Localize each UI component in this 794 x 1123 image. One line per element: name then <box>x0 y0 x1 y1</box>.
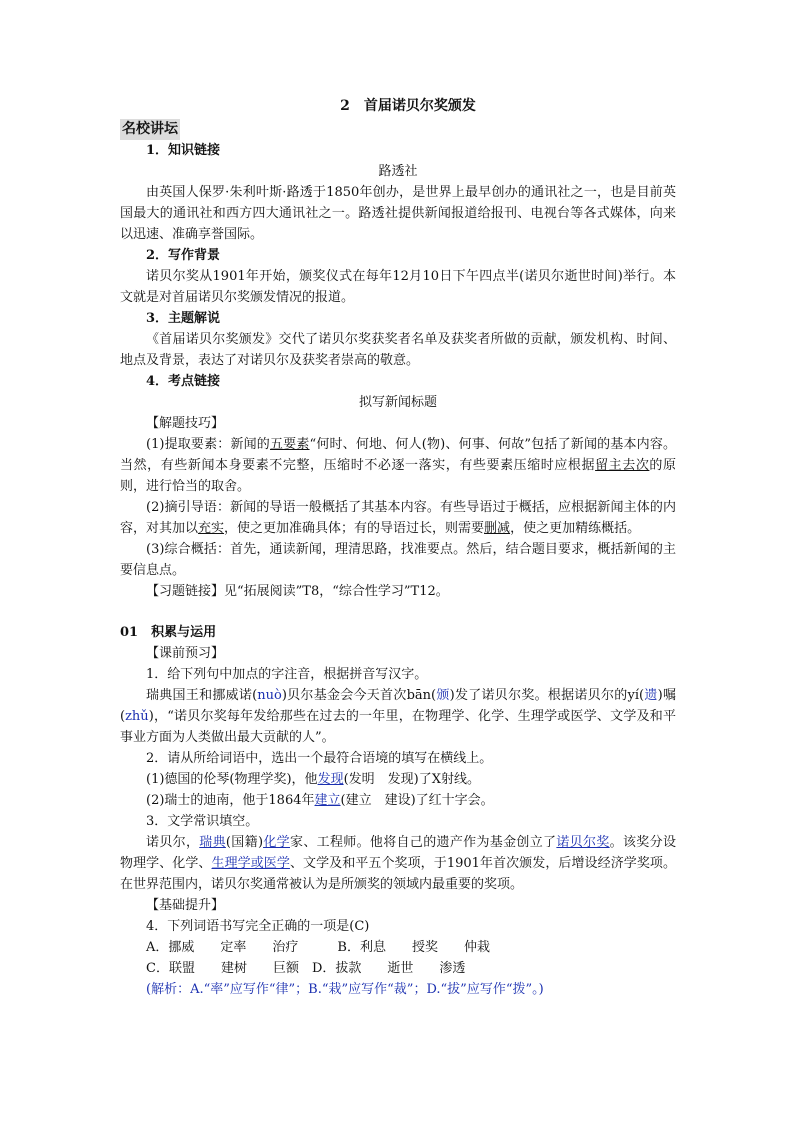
tip2-underline-enrich: 充实 <box>198 521 225 536</box>
tip1-text-a: (1)提取要素：新闻的 <box>146 437 270 452</box>
q4-options-row2 <box>120 958 676 979</box>
q1-text-5: )，“诺贝尔奖每年发给那些在过去的一年里，在物理学、化学、生理学或医学、文学及和平事业方面为人类做出最大贡献的人”。 <box>120 709 676 745</box>
tip1-underline-five-elements: 五要素 <box>269 437 310 452</box>
q3-body <box>120 832 676 895</box>
section-gap <box>120 602 676 622</box>
item1-heading: 1．知识链接 <box>146 143 221 158</box>
section-header-accumulation: 01 积累与运用 <box>120 625 217 640</box>
q2-l2-answer: 建立 <box>314 793 341 808</box>
tip1 <box>120 434 676 497</box>
preview-label: 【课前预习】 <box>146 646 225 661</box>
tip2-underline-delete: 删减 <box>484 521 511 536</box>
q1-text-2: )贝尔基金会今天首次bān( <box>281 688 437 703</box>
exercise-link: 【习题链接】见“拓展阅读”T8，“综合性学习”T12。 <box>146 584 449 599</box>
q3-text-2: (国籍) <box>225 835 264 850</box>
item3-heading: 3．主题解说 <box>146 311 221 326</box>
q2-l1-answer: 发现 <box>317 772 344 787</box>
q3-text-4: 。该奖分设物理学、化学、 <box>120 835 676 871</box>
tip2-text-b: ，使之更加准确具体；有的导语过长，则需要 <box>224 521 485 536</box>
q2-l1-text-a: (1)德国的伦琴(物理学奖)，他 <box>146 772 318 787</box>
tip1-text-b: “何时、何地、何人(物)、何事、何故”包括了新闻的基本内容。当然，有些新闻本身要素不完整，压缩时不必逐一落实，有些要素压缩时应根据 <box>120 437 676 473</box>
q2-l2-text-b: (建立 建设)了红十字会。 <box>340 793 494 808</box>
q2-line2 <box>120 790 676 811</box>
item4-subtitle: 拟写新闻标题 <box>358 395 437 410</box>
q1-text-4: )嘱( <box>120 688 676 724</box>
item2-text: 诺贝尔奖从1901年开始，颁奖仪式在每年12月10日下午四点半(诺贝尔逝世时间)举行。本文就是对首届诺贝尔奖颁发情况的报道。 <box>120 269 676 305</box>
tip2-text-c: ，使之更加精练概括。 <box>510 521 641 536</box>
q3-answer-physiology: 生理学或医学 <box>211 856 290 871</box>
tip1-underline-keep-main: 留主去次 <box>595 458 650 473</box>
q3-answer-chemistry: 化学 <box>263 835 290 850</box>
tip1-text-c: 的原则，进行恰当的取舍。 <box>120 458 676 494</box>
q1-answer-zhu: zhǔ <box>125 709 149 724</box>
tip2-text-a: (2)摘引导语：新闻的导语一般概括了其基本内容。有些导语过于概括，应根据新闻主体的内容，对其加以 <box>120 500 676 536</box>
tips-label: 【解题技巧】 <box>146 416 225 431</box>
q4-analysis: (解析：A.“率”应写作“律”；B.“栽”应写作“裁”；D.“拔”应写作“拨”。) <box>146 982 544 997</box>
basic-label: 【基础提升】 <box>146 898 225 913</box>
q4-option-c: C．联盟 建树 巨额 <box>146 961 299 976</box>
q4-option-d: D．拔款 逝世 渗透 <box>311 961 466 976</box>
q4-stem: 4．下列词语书写完全正确的一项是(C) <box>146 919 370 934</box>
q3-answer-nobel-prize: 诺贝尔奖 <box>556 835 610 850</box>
q3-stem: 3．文学常识填空。 <box>146 814 259 829</box>
q3-text-5: 、文学及和平五个奖项，于1901年首次颁发，后增设经济学奖项。在世界范围内，诺贝尔奖通常被认为是所颁奖的领域内最重要的奖项。 <box>120 856 676 892</box>
q1-answer-yi: 遗 <box>644 688 658 703</box>
q1-answer-nuo: nuò <box>257 688 282 703</box>
q1-text-1: 瑞典国王和挪威诺( <box>146 688 258 703</box>
q1-body <box>120 685 676 748</box>
item1-subtitle: 路透社 <box>378 164 418 179</box>
q3-text-1: 诺贝尔， <box>146 835 200 850</box>
q3-text-3: 家、工程师。他将自己的遗产作为基金创立了 <box>290 835 557 850</box>
item1-text: 由英国人保罗·朱利叶斯·路透于1850年创办，是世界上最早创办的通讯社之一，也是目前英国最大的通讯社和西方四大通讯社之一。路透社提供新闻报道给报刊、电视台等各式媒体，向来以迅速、准确享誉国际。 <box>120 185 676 242</box>
q2-l2-text-a: (2)瑞士的迪南，他于1864年 <box>146 793 315 808</box>
tip2 <box>120 497 676 539</box>
q1-text-3: )发了诺贝尔奖。根据诺贝尔的yí( <box>449 688 645 703</box>
q4-options-row1 <box>120 937 676 958</box>
q2-l1-text-b: (发明 发现)了X射线。 <box>343 772 480 787</box>
q2-stem: 2．请从所给词语中，选出一个最符合语境的填写在横线上。 <box>146 751 493 766</box>
q1-stem: 1．给下列句中加点的字注音，根据拼音写汉字。 <box>146 667 428 682</box>
section-header-mingxiao: 名校讲坛 <box>120 119 180 140</box>
item2-heading: 2．写作背景 <box>146 248 221 263</box>
document-page <box>120 96 676 1000</box>
tip3: (3)综合概括：首先，通读新闻，理清思路，找准要点。然后，结合题目要求，概括新闻的主要信息点。 <box>120 542 676 578</box>
item3-text: 《首届诺贝尔奖颁发》交代了诺贝尔奖获奖者名单及获奖者所做的贡献，颁发机构、时间、地点及背景，表达了对诺贝尔及获奖者崇高的敬意。 <box>120 332 676 368</box>
page-title: 2 首届诺贝尔奖颁发 <box>340 98 476 114</box>
q3-answer-sweden: 瑞典 <box>199 835 226 850</box>
q2-line1 <box>120 769 676 790</box>
q4-option-b: B．利息 授奖 仲栽 <box>337 940 490 955</box>
item4-heading: 4．考点链接 <box>146 374 221 389</box>
q4-option-a: A．挪威 定率 治疗 <box>146 940 299 955</box>
q1-answer-ban: 颁 <box>436 688 450 703</box>
